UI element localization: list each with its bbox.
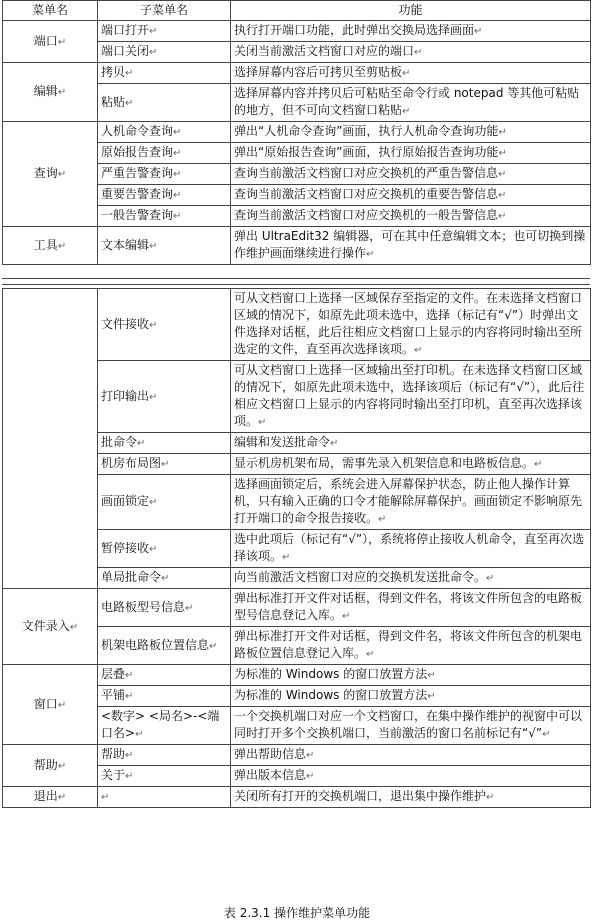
function-cell — [231, 227, 591, 265]
paragraph-mark-icon: ↵ — [149, 391, 158, 403]
paragraph-mark-icon: ↵ — [57, 792, 67, 803]
submenu-cell-text: 机房布局图 — [101, 456, 162, 470]
paragraph-mark-icon: ↵ — [57, 87, 67, 98]
menu-name-cell — [3, 227, 98, 265]
menu-name-cell-text: 帮助 — [33, 757, 58, 772]
function-cell-text: 选择画面锁定后，系统会进入屏幕保护状态，防止他人操作计算机，只有输入正确的口令才能解除屏幕保护。画面锁定不影响原先打开端口的命令报告接收。 — [234, 477, 583, 525]
table-row — [3, 21, 591, 42]
paragraph-mark-icon: ↵ — [498, 190, 507, 201]
function-cell — [231, 206, 591, 227]
submenu-cell-text: 人机命令查询 — [101, 124, 174, 138]
submenu-cell — [98, 686, 231, 707]
paragraph-mark-icon: ↵ — [498, 148, 507, 159]
menu-function-table-part1 — [2, 0, 591, 265]
submenu-cell-text: 端口关闭 — [101, 44, 150, 58]
function-cell-text: 一个交换机端口对应一个文档窗口，在集中操作维护的视窗中可以同时打开多个交换机端口，当前激活的窗口名前标记有“√” — [234, 709, 583, 740]
function-cell — [231, 84, 591, 122]
paragraph-mark-icon: ↵ — [137, 438, 146, 449]
function-cell — [231, 21, 591, 42]
paragraph-mark-icon: ↵ — [173, 148, 182, 159]
paragraph-mark-icon: ↵ — [149, 26, 158, 37]
table-header-row — [3, 1, 591, 21]
function-cell-text: 可从文档窗口上选择一区域输出至打印机。在未选择文档窗口区域的情况下，如原先此项未选中，选择该项后（标记有“√”），此后往相应文档窗口上显示的内容将同时输出至打印机，直至再次选择该项。 — [234, 363, 585, 428]
submenu-cell — [98, 530, 231, 568]
function-cell — [231, 745, 591, 766]
menu-name-cell-text: 退出 — [33, 789, 58, 803]
submenu-cell — [98, 206, 231, 227]
paragraph-mark-icon: ↵ — [209, 640, 218, 652]
menu-name-cell-text: 查询 — [33, 166, 58, 180]
paragraph-mark-icon: ↵ — [125, 68, 134, 79]
paragraph-mark-icon: ↵ — [57, 760, 67, 772]
submenu-cell-text: 粘贴 — [101, 94, 126, 109]
table-row — [3, 63, 591, 84]
menu-name-cell — [3, 665, 98, 745]
function-cell-text: 弹出标准打开文件对话框，得到文件名，将该文件所包含的电路板型号信息登记入库。 — [234, 591, 583, 622]
paragraph-mark-icon: ↵ — [486, 573, 495, 584]
function-cell-text: 查询当前激活文档窗口对应交换机的重要告警信息 — [234, 187, 499, 201]
paragraph-mark-icon: ↵ — [161, 573, 170, 584]
menu-function-table-part2 — [2, 288, 591, 808]
paragraph-mark-icon: ↵ — [173, 127, 182, 138]
function-cell-text: 弹出 UltraEdit32 编辑器，可在其中任意编辑文本；也可切换到操作维护画面继续进行操作 — [234, 229, 586, 260]
function-cell-text: 为标准的 Windows 的窗口放置方法 — [234, 667, 428, 681]
table-row — [3, 227, 591, 265]
menu-name-cell-text: 文件录入 — [21, 618, 70, 633]
function-cell — [231, 185, 591, 206]
submenu-cell-text: 电路板型号信息 — [101, 599, 186, 614]
paragraph-mark-icon: ↵ — [149, 497, 158, 508]
submenu-cell — [98, 787, 231, 808]
function-cell-text: 弹出版本信息 — [234, 768, 307, 782]
menu-name-cell — [3, 289, 98, 589]
function-cell — [231, 530, 591, 568]
submenu-cell — [98, 433, 231, 454]
submenu-cell-text: 严重告警查询 — [101, 166, 174, 180]
submenu-cell — [98, 766, 231, 787]
submenu-cell-text: 重要告警查询 — [101, 187, 174, 201]
function-cell — [231, 766, 591, 787]
submenu-cell — [98, 84, 231, 122]
paragraph-mark-icon: ↵ — [282, 552, 291, 563]
function-cell-text: 弹出“原始报告查询”画面，执行原始报告查询功能 — [234, 145, 499, 159]
function-cell — [231, 454, 591, 475]
submenu-cell — [98, 42, 231, 63]
function-cell — [231, 589, 591, 627]
paragraph-mark-icon: ↵ — [125, 670, 134, 681]
paragraph-mark-icon: ↵ — [125, 771, 134, 782]
paragraph-mark-icon: ↵ — [402, 106, 411, 117]
function-cell-text: 关闭当前激活文档窗口对应的端口 — [234, 44, 415, 58]
function-cell — [231, 361, 591, 433]
paragraph-mark-icon: ↵ — [498, 211, 507, 222]
table-caption: 表 2.3.1 操作维护菜单功能 — [223, 906, 371, 920]
paragraph-mark-icon: ↵ — [486, 792, 495, 803]
paragraph-mark-icon: ↵ — [306, 771, 315, 782]
submenu-cell-text: 层叠 — [101, 667, 126, 681]
paragraph-mark-icon: ↵ — [498, 127, 507, 138]
submenu-cell — [98, 122, 231, 143]
menu-name-cell — [3, 745, 98, 787]
submenu-cell-text: <数字> <局名>-<端口名> — [101, 709, 220, 740]
paragraph-mark-icon: ↵ — [101, 792, 110, 803]
table-split-divider — [2, 278, 590, 285]
submenu-cell — [98, 185, 231, 206]
table-row — [3, 787, 591, 808]
submenu-cell — [98, 475, 231, 530]
paragraph-mark-icon: ↵ — [57, 699, 67, 711]
header-submenu: 子菜单名 — [98, 1, 231, 21]
paragraph-mark-icon: ↵ — [427, 670, 436, 681]
submenu-cell-text: 平铺 — [101, 688, 126, 702]
menu-name-cell-text: 端口 — [33, 33, 58, 48]
paragraph-mark-icon: ↵ — [69, 621, 79, 633]
paragraph-mark-icon: ↵ — [534, 459, 543, 470]
paragraph-mark-icon: ↵ — [185, 602, 194, 614]
paragraph-mark-icon: ↵ — [414, 345, 423, 356]
paragraph-mark-icon: ↵ — [402, 68, 411, 79]
header-function: 功能 — [231, 1, 591, 21]
submenu-cell — [98, 361, 231, 433]
submenu-cell-text: 帮助 — [101, 747, 126, 761]
function-cell-text: 选择屏幕内容后可拷贝至剪贴板 — [234, 65, 403, 79]
submenu-cell-text: 原始报告查询 — [101, 145, 174, 159]
function-cell-text: 执行打开端口功能，此时弹出交换局选择画面 — [234, 23, 475, 37]
paragraph-mark-icon: ↵ — [378, 514, 387, 525]
function-cell-text: 弹出标准打开文件对话框，得到文件名，将该文件所包含的机架电路板位置信息登记入库。 — [234, 629, 583, 660]
submenu-cell — [98, 627, 231, 665]
function-cell — [231, 686, 591, 707]
submenu-cell-text: 批命令 — [101, 435, 138, 449]
function-cell — [231, 164, 591, 185]
paragraph-mark-icon: ↵ — [414, 47, 423, 58]
submenu-cell — [98, 707, 231, 745]
table-row — [3, 589, 591, 627]
submenu-cell — [98, 227, 231, 265]
paragraph-mark-icon: ↵ — [57, 169, 67, 180]
table-row — [3, 122, 591, 143]
submenu-cell — [98, 665, 231, 686]
submenu-cell-text: 文件接收 — [101, 316, 150, 331]
function-cell-text: 关闭所有打开的交换机端口，退出集中操作维护 — [234, 789, 487, 803]
paragraph-mark-icon: ↵ — [173, 211, 182, 222]
menu-name-cell-text: 编辑 — [33, 84, 58, 98]
paragraph-mark-icon: ↵ — [125, 97, 134, 109]
function-cell — [231, 42, 591, 63]
paragraph-mark-icon: ↵ — [149, 543, 158, 555]
paragraph-mark-icon: ↵ — [161, 459, 170, 470]
menu-name-cell — [3, 787, 98, 808]
menu-name-cell — [3, 589, 98, 665]
function-cell — [231, 568, 591, 589]
submenu-cell-text: 打印输出 — [101, 388, 150, 403]
submenu-cell — [98, 21, 231, 42]
paragraph-mark-icon: ↵ — [427, 691, 436, 702]
paragraph-mark-icon: ↵ — [366, 649, 375, 660]
submenu-cell — [98, 454, 231, 475]
function-cell — [231, 289, 591, 361]
submenu-cell-text: 拷贝 — [101, 65, 126, 79]
paragraph-mark-icon: ↵ — [474, 26, 483, 37]
function-cell-text: 选中此项后（标记有“√”），系统将停止接收人机命令，直至再次选择该项。 — [234, 532, 585, 563]
paragraph-mark-icon: ↵ — [498, 169, 507, 180]
submenu-cell-text: 关于 — [101, 768, 126, 782]
table-row — [3, 289, 591, 361]
paragraph-mark-icon: ↵ — [57, 240, 67, 252]
paragraph-mark-icon: ↵ — [258, 417, 267, 428]
paragraph-mark-icon: ↵ — [542, 729, 551, 740]
function-cell — [231, 707, 591, 745]
function-cell — [231, 63, 591, 84]
function-cell — [231, 665, 591, 686]
submenu-cell-text: 暂停接收 — [101, 540, 150, 555]
paragraph-mark-icon: ↵ — [173, 190, 182, 201]
table2-body — [3, 289, 591, 808]
function-cell-text: 可从文档窗口上选择一区域保存至指定的文件。在未选择文档窗口区域的情况下，如原先此项未选中，选择（标记有“√”）时弹出文件选择对话框，此后往相应文档窗口上显示的内容将同时输出至所选定的文件，直至再次选择该项。 — [234, 291, 583, 356]
menu-name-cell — [3, 63, 98, 122]
table1-body — [3, 1, 591, 265]
paragraph-mark-icon: ↵ — [125, 750, 134, 761]
function-cell — [231, 627, 591, 665]
submenu-cell-text: 机架电路板位置信息 — [101, 637, 210, 652]
function-cell — [231, 122, 591, 143]
menu-name-cell-text: 工具 — [33, 237, 58, 252]
function-cell-text: 查询当前激活文档窗口对应交换机的一般告警信息 — [234, 208, 499, 222]
paragraph-mark-icon: ↵ — [135, 729, 144, 740]
table-row — [3, 665, 591, 686]
paragraph-mark-icon: ↵ — [125, 691, 134, 702]
menu-name-cell-text: 窗口 — [33, 696, 58, 711]
function-cell-text: 显示机房机架布局，需事先录入机架信息和电路板信息。 — [234, 456, 535, 470]
paragraph-mark-icon: ↵ — [149, 47, 158, 58]
function-cell — [231, 475, 591, 530]
submenu-cell-text: 一般告警查询 — [101, 208, 174, 222]
function-cell-text: 弹出帮助信息 — [234, 747, 307, 761]
submenu-cell — [98, 289, 231, 361]
function-cell — [231, 787, 591, 808]
submenu-cell — [98, 143, 231, 164]
paragraph-mark-icon: ↵ — [57, 36, 67, 48]
function-cell-text: 为标准的 Windows 的窗口放置方法 — [234, 688, 428, 702]
paragraph-mark-icon: ↵ — [149, 319, 158, 331]
function-cell-text: 弹出“人机命令查询”画面，执行人机命令查询功能 — [234, 124, 499, 138]
paragraph-mark-icon: ↵ — [342, 611, 351, 622]
table-row — [3, 745, 591, 766]
function-cell-text: 查询当前激活文档窗口对应交换机的严重告警信息 — [234, 166, 499, 180]
submenu-cell — [98, 745, 231, 766]
function-cell — [231, 143, 591, 164]
paragraph-mark-icon: ↵ — [330, 438, 339, 449]
submenu-cell-text: 文本编辑 — [101, 237, 150, 252]
menu-name-cell — [3, 122, 98, 227]
menu-name-cell — [3, 21, 98, 63]
submenu-cell-text: 单局批命令 — [101, 570, 162, 584]
submenu-cell — [98, 164, 231, 185]
paragraph-mark-icon: ↵ — [306, 750, 315, 761]
submenu-cell-text: 画面锁定 — [101, 494, 150, 508]
submenu-cell — [98, 589, 231, 627]
paragraph-mark-icon: ↵ — [173, 169, 182, 180]
header-menu: 菜单名 — [3, 1, 98, 21]
function-cell-text: 选择屏幕内容并拷贝后可粘贴至命令行或 notepad 等其他可粘贴的地方，但不可向文档窗口粘贴 — [234, 86, 580, 117]
paragraph-mark-icon: ↵ — [149, 240, 158, 252]
submenu-cell — [98, 63, 231, 84]
submenu-cell — [98, 568, 231, 589]
function-cell-text: 向当前激活文档窗口对应的交换机发送批命令。 — [234, 570, 487, 584]
paragraph-mark-icon: ↵ — [366, 249, 375, 260]
function-cell — [231, 433, 591, 454]
submenu-cell-text: 端口打开 — [101, 23, 150, 37]
function-cell-text: 编辑和发送批命令 — [234, 435, 331, 449]
